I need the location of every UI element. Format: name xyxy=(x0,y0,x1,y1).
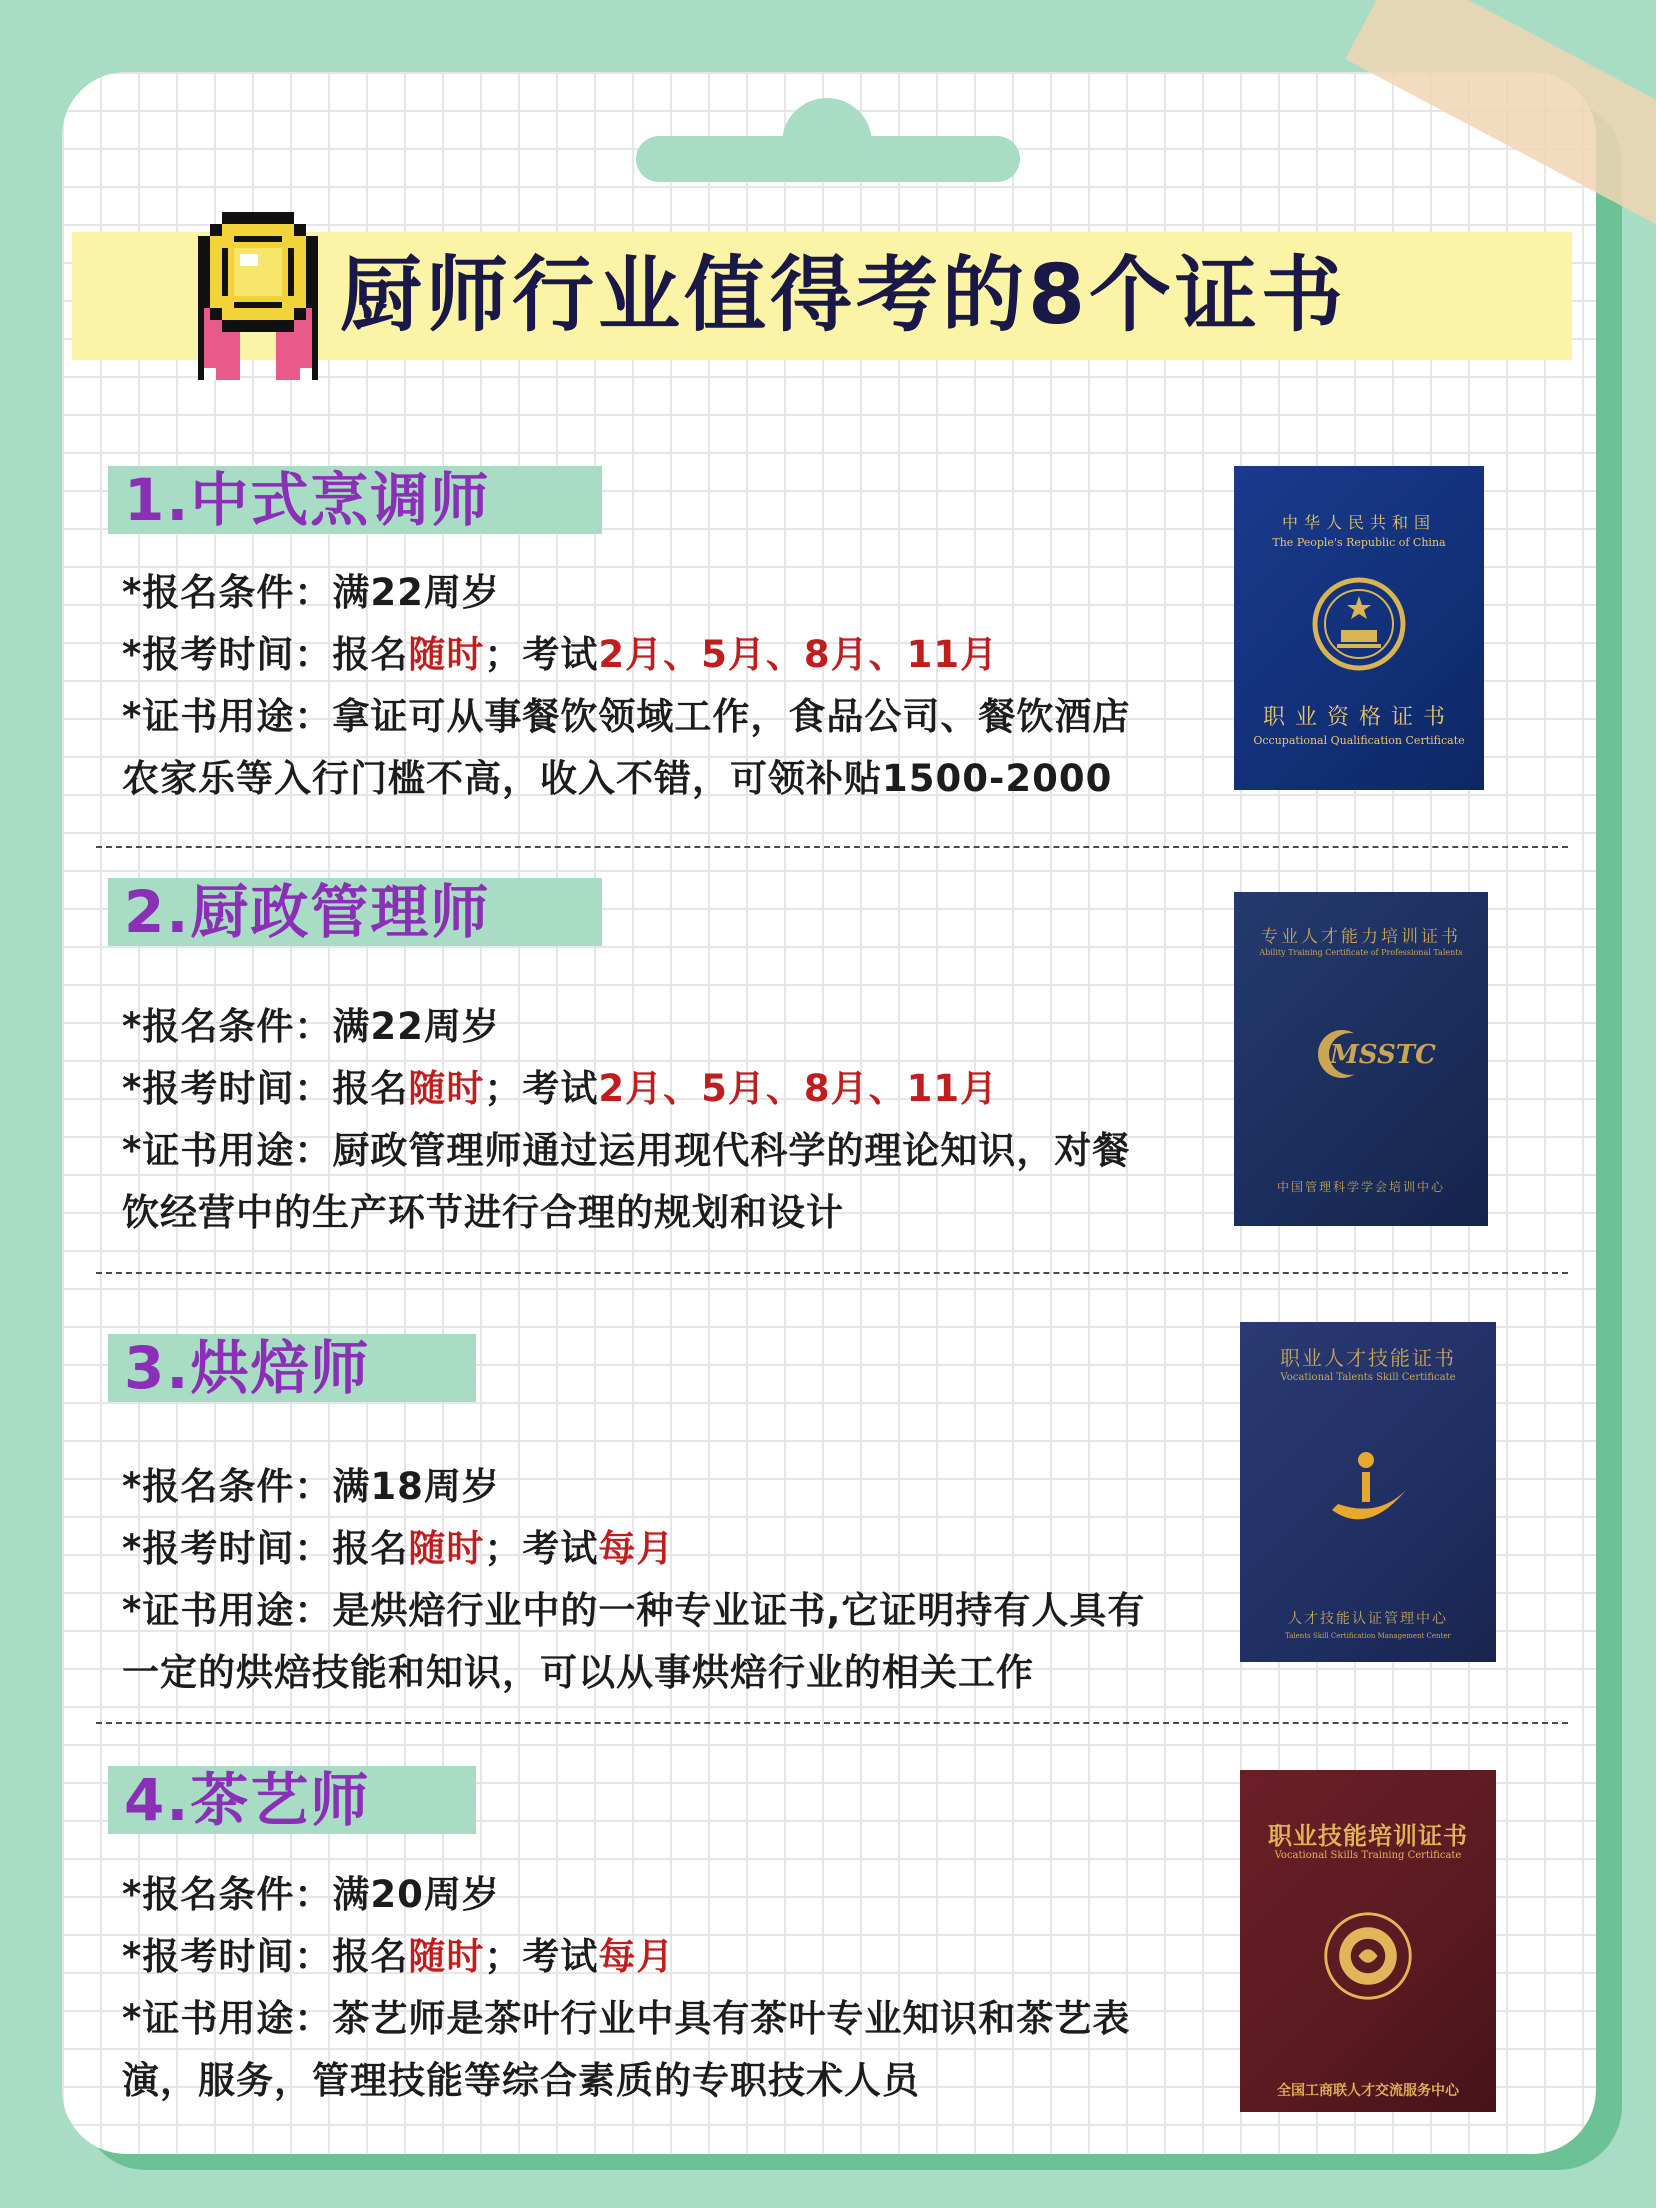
certificate-issuer: 职业技能培训证书 xyxy=(1268,1821,1468,1850)
page-title: 厨师行业值得考的8个证书 xyxy=(340,248,1348,343)
use-line-2: 一定的烘焙技能和知识，可以从事烘焙行业的相关工作 xyxy=(122,1651,1034,1694)
binder-tab-bar xyxy=(636,136,1020,182)
condition-line: *报名条件：满20周岁 xyxy=(122,1873,500,1916)
certificate-issuer-en: Ability Training Certificate of Professional Talents xyxy=(1259,948,1463,957)
certificate-issuer: 职业人才技能证书 xyxy=(1280,1346,1456,1370)
certificate-image xyxy=(1234,892,1488,1226)
section-heading: 1.中式烹调师 xyxy=(124,466,491,534)
section-divider xyxy=(96,846,1568,848)
use-line: *证书用途：拿证可从事餐饮领域工作，食品公司、餐饮酒店 xyxy=(122,695,1131,738)
time-line: *报考时间：报名随时；考试每月 xyxy=(122,1935,675,1978)
section-heading-bg xyxy=(108,1766,476,1834)
section-heading-bg xyxy=(108,1334,476,1402)
certificate-issuer-bottom: 人才技能认证管理中心 xyxy=(1288,1611,1448,1627)
certificate-issuer: 专业人才能力培训证书 xyxy=(1261,927,1461,947)
section-heading-bg xyxy=(108,466,602,534)
use-line: *证书用途：厨政管理师通过运用现代科学的理论知识，对餐 xyxy=(122,1129,1131,1172)
section-heading: 2.厨政管理师 xyxy=(124,878,491,946)
swoosh-logo-icon xyxy=(1318,1440,1418,1540)
use-line: *证书用途：茶艺师是茶叶行业中具有茶叶专业知识和茶艺表 xyxy=(122,1997,1131,2040)
section-heading: 3.烘焙师 xyxy=(124,1334,371,1402)
certificate-issuer-en: Vocational Talents Skill Certificate xyxy=(1280,1372,1456,1383)
condition-line: *报名条件：满18周岁 xyxy=(122,1465,500,1508)
certificate-name: 职业资格证书 xyxy=(1262,705,1455,730)
use-line-2: 演，服务，管理技能等综合素质的专职技术人员 xyxy=(122,2059,920,2102)
section-heading: 4.茶艺师 xyxy=(124,1766,371,1834)
use-line-2: 农家乐等入行门槛不高，收入不错，可领补贴1500-2000 xyxy=(122,757,1113,800)
medal-icon xyxy=(192,212,324,392)
section-divider xyxy=(96,1272,1568,1274)
round-seal-icon xyxy=(1320,1908,1416,2004)
condition-line: *报名条件：满22周岁 xyxy=(122,1005,500,1048)
certificate-image xyxy=(1234,466,1484,790)
certificate-image xyxy=(1240,1770,1496,2112)
certificate-issuer-bottom-en: Talents Skill Certification Management Center xyxy=(1285,1632,1451,1640)
certificate-name-en: Occupational Qualification Certificate xyxy=(1253,734,1465,747)
section-heading-bg xyxy=(108,878,602,946)
certificate-issuer: 中华人民共和国 xyxy=(1281,513,1436,532)
time-line: *报考时间：报名随时；考试2月、5月、8月、11月 xyxy=(122,633,999,676)
use-line-2: 饮经营中的生产环节进行合理的规划和设计 xyxy=(122,1191,844,1234)
certificate-issuer-en: Vocational Skills Training Certificate xyxy=(1274,1850,1462,1861)
certificate-issuer-bottom: 全国工商联人才交流服务中心 xyxy=(1277,2083,1459,2099)
certificate-image xyxy=(1240,1322,1496,1662)
certificate-logo-text: MSSTC xyxy=(1330,1040,1436,1070)
time-line: *报考时间：报名随时；考试2月、5月、8月、11月 xyxy=(122,1067,999,1110)
section-divider xyxy=(96,1722,1568,1724)
condition-line: *报名条件：满22周岁 xyxy=(122,571,500,614)
time-line: *报考时间：报名随时；考试每月 xyxy=(122,1527,675,1570)
use-line: *证书用途：是烘焙行业中的一种专业证书,它证明持有人具有 xyxy=(122,1589,1146,1632)
national-emblem-icon xyxy=(1309,574,1409,674)
certificate-issuer-en: The People's Republic of China xyxy=(1272,536,1446,549)
certificate-issuer-bottom: 中国管理科学学会培训中心 xyxy=(1276,1180,1445,1194)
